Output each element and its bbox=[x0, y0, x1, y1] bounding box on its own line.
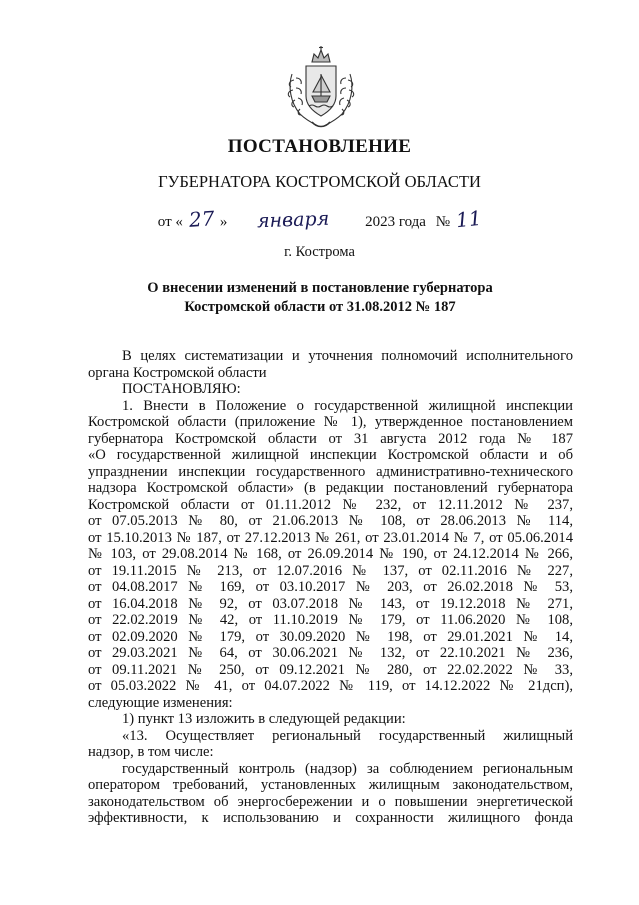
body-line: В целях систематизации и уточнения полномочий исполнительного bbox=[122, 348, 573, 364]
body-line: государственный контроль (надзор) за соблюдением региональным bbox=[122, 760, 573, 777]
document-body bbox=[88, 348, 573, 827]
issuing-authority: ГУБЕРНАТОРА КОСТРОМСКОЙ ОБЛАСТИ bbox=[158, 172, 481, 191]
body-line: «О государственной жилищной инспекции Костромской области и об bbox=[88, 447, 573, 463]
resolve-heading: ПОСТАНОВЛЯЮ: bbox=[122, 381, 241, 397]
body-line: эффективности, к использованию и сохранности жилищного фонда bbox=[88, 810, 573, 826]
document-date-line bbox=[0, 207, 639, 231]
body-line: органа Костромской области bbox=[88, 364, 267, 381]
handwritten-number: 11 bbox=[454, 205, 483, 233]
body-line: надзора Костромской области» (в редакции постановлений губернатора bbox=[88, 480, 573, 496]
document-subject bbox=[140, 279, 500, 317]
body-line: законодательством об энергосбережении и о повышении энергетической bbox=[88, 793, 573, 810]
body-line: от 02.09.2020 № 179, от 30.09.2020 № 198, от 29.01.2021 № 14, bbox=[88, 628, 573, 645]
handwritten-month: января bbox=[256, 207, 330, 233]
handwritten-day: 27 bbox=[187, 206, 215, 232]
quote-line: надзор, в том числе: bbox=[88, 744, 214, 760]
subject-line: О внесении изменений в постановление губернатора bbox=[147, 280, 493, 296]
body-line: от 07.05.2013 № 80, от 21.06.2013 № 108, от 28.06.2013 № 114, bbox=[88, 513, 573, 529]
body-line: от 05.03.2022 № 41, от 04.07.2022 № 119, от 14.12.2022 № 21дсп), bbox=[88, 678, 573, 694]
body-line: 1. Внести в Положение о государственной жилищной инспекции bbox=[122, 397, 573, 414]
body-line: Костромской области от 01.11.2012 № 232, от 12.11.2012 № 237, bbox=[88, 496, 573, 513]
document-city: г. Кострома bbox=[284, 244, 355, 260]
body-line: губернатора Костромской области от 31 августа 2012 года № 187 bbox=[88, 430, 573, 447]
body-line: от 15.10.2013 № 187, от 27.12.2013 № 261, от 23.01.2014 № 7, от 05.06.2014 bbox=[88, 529, 573, 546]
subject-line: Костромской области от 31.08.2012 № 187 bbox=[184, 299, 456, 315]
body-line: № 103, от 29.08.2014 № 168, от 26.09.2014 № 190, от 24.12.2014 № 266, bbox=[88, 546, 573, 562]
body-line: от 22.02.2019 № 42, от 11.10.2019 № 179, от 11.06.2020 № 108, bbox=[88, 612, 573, 628]
body-line: от 29.03.2021 № 64, от 30.06.2021 № 132, от 22.10.2021 № 236, bbox=[88, 645, 573, 661]
body-line: упразднении инспекции государственного административно-технического bbox=[88, 463, 573, 480]
number-prefix: № bbox=[435, 214, 451, 230]
body-line: от 16.04.2018 № 92, от 03.07.2018 № 143, от 19.12.2018 № 271, bbox=[88, 595, 573, 612]
body-line: оператором требований, установленных жилищным законодательством, bbox=[88, 777, 573, 793]
subitem-line: 1) пункт 13 изложить в следующей редакции: bbox=[122, 711, 406, 727]
document-title: ПОСТАНОВЛЕНИЕ bbox=[227, 136, 412, 157]
body-line: Костромской области (приложение № 1), утвержденное постановлением bbox=[88, 414, 573, 430]
body-line: от 04.08.2017 № 169, от 03.10.2017 № 203, от 26.02.2018 № 53, bbox=[88, 579, 573, 595]
quote-line: «13. Осуществляет региональный государственный жилищный bbox=[122, 727, 573, 744]
body-line: следующие изменения: bbox=[88, 694, 233, 711]
date-close-quote: » bbox=[219, 214, 228, 230]
date-year: 2023 года bbox=[365, 214, 426, 230]
date-prefix: от « bbox=[157, 214, 183, 230]
body-line: от 19.11.2015 № 213, от 12.07.2016 № 137, от 02.11.2016 № 227, bbox=[88, 562, 573, 579]
body-line: от 09.11.2021 № 250, от 09.12.2021 № 280, от 22.02.2022 № 33, bbox=[88, 661, 573, 678]
coat-of-arms-emblem bbox=[284, 44, 358, 130]
